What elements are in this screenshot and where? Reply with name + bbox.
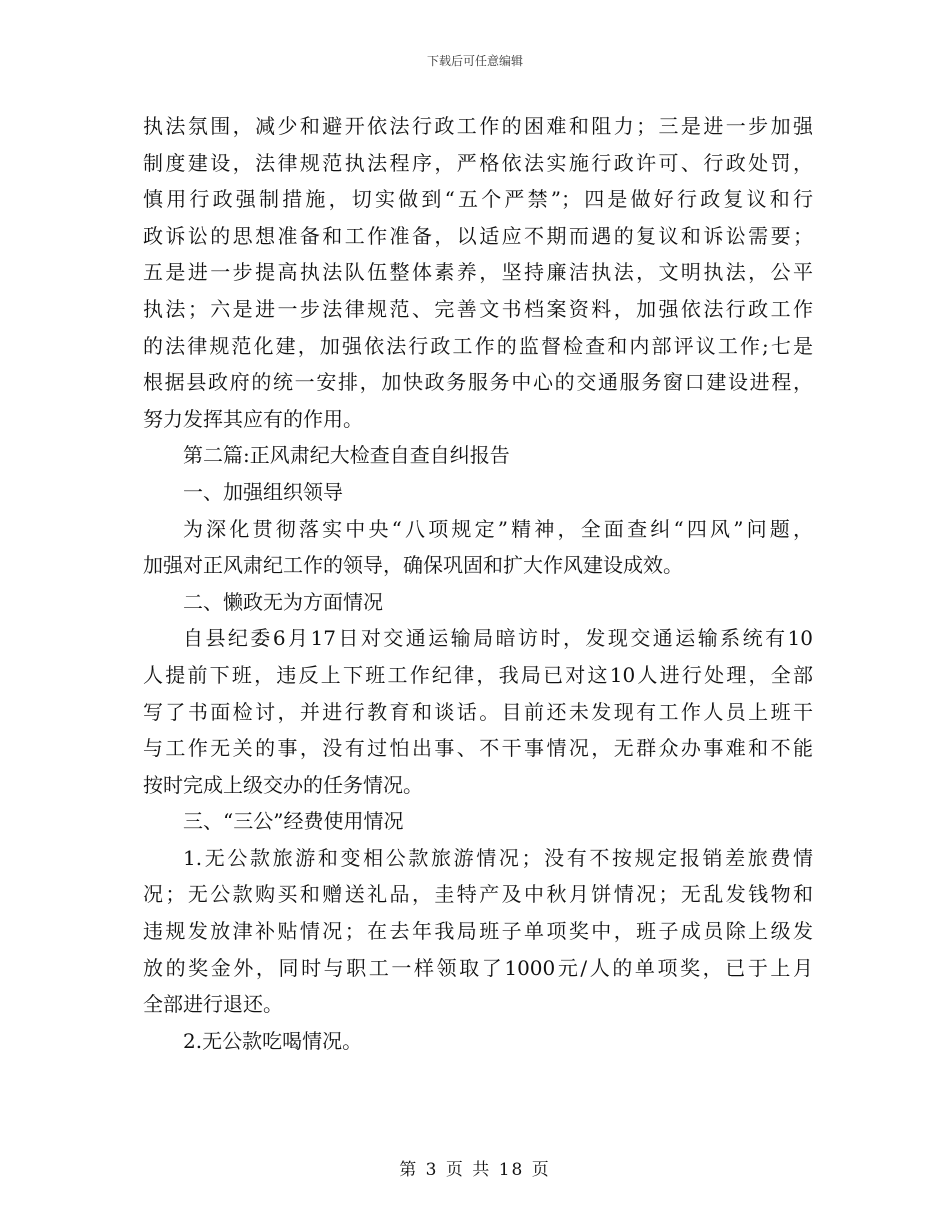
- paragraph: [143, 511, 813, 584]
- paragraph: [143, 108, 813, 437]
- text-line: 自县纪委6月17日对交通运输局暗访时，发现交通运输系统有10: [183, 626, 813, 651]
- text-line: 慎用行政强制措施，切实做到“五个严禁”；四是做好行政复议和行: [143, 187, 813, 212]
- text-line: 人提前下班，违反上下班工作纪律，我局已对这10人进行处理，全部: [143, 662, 813, 687]
- text-line: 执法氛围，减少和避开依法行政工作的困难和阻力；三是进一步加强: [143, 114, 813, 138]
- text-line: 的法律规范化建，加强依法行政工作的监督检查和内部评议工作;七是: [143, 333, 813, 358]
- text-line: 放的奖金外，同时与职工一样领取了1000元/人的单项奖，已于上月: [143, 955, 813, 980]
- text-line: 与工作无关的事，没有过怕出事、不干事情况，无群众办事难和不能: [143, 736, 813, 761]
- text-line: 三、“三公”经费使用情况: [183, 809, 404, 834]
- text-line: 根据县政府的统一安排，加快政务服务中心的交通服务窗口建设进程，: [143, 370, 813, 395]
- text-line: 五是进一步提高执法队伍整体素养，坚持廉洁执法，文明执法，公平: [143, 260, 813, 285]
- text-line: 况；无公款购买和赠送礼品，圭特产及中秋月饼情况；无乱发钱物和: [143, 882, 813, 907]
- paragraph: [143, 584, 813, 621]
- text-line: 政诉讼的思想准备和工作准备，以适应不期而遇的复议和诉讼需要；: [143, 223, 813, 248]
- text-line: 按时完成上级交办的任务情况。: [143, 772, 423, 797]
- page-header: 下载后可任意编辑: [426, 54, 523, 68]
- text-line: 努力发挥其应有的作用。: [143, 406, 363, 431]
- text-line: 全部进行退还。: [143, 992, 283, 1017]
- text-line: 一、加强组织领导: [183, 479, 343, 504]
- text-line: 为深化贯彻落实中央“八项规定”精神，全面查纠“四风”问题，: [183, 516, 813, 541]
- document-body: [143, 108, 813, 1059]
- paragraph: [143, 840, 813, 1023]
- paragraph: [143, 437, 813, 474]
- page-footer: 第 3 页 共 18 页: [399, 1160, 551, 1180]
- text-line: 执法；六是进一步法律规范、完善文书档案资料，加强依法行政工作: [143, 296, 813, 321]
- text-line: 第二篇:正风肃纪大检查自查自纠报告: [183, 443, 510, 468]
- text-line: 违规发放津补贴情况；在去年我局班子单项奖中，班子成员除上级发: [143, 919, 813, 944]
- text-line: 1.无公款旅游和变相公款旅游情况；没有不按规定报销差旅费情: [183, 845, 813, 870]
- text-line: 二、懒政无为方面情况: [183, 589, 383, 614]
- paragraph: [143, 1023, 813, 1060]
- paragraph: [143, 620, 813, 803]
- paragraph: [143, 803, 813, 840]
- text-line: 2.无公款吃喝情况。: [183, 1028, 363, 1053]
- paragraph: [143, 474, 813, 511]
- text-line: 加强对正风肃纪工作的领导，确保巩固和扩大作风建设成效。: [143, 553, 683, 578]
- text-line: 制度建设，法律规范执法程序，严格依法实施行政许可、行政处罚，: [143, 150, 813, 175]
- text-line: 写了书面检讨，并进行教育和谈话。目前还未发现有工作人员上班干: [143, 699, 813, 724]
